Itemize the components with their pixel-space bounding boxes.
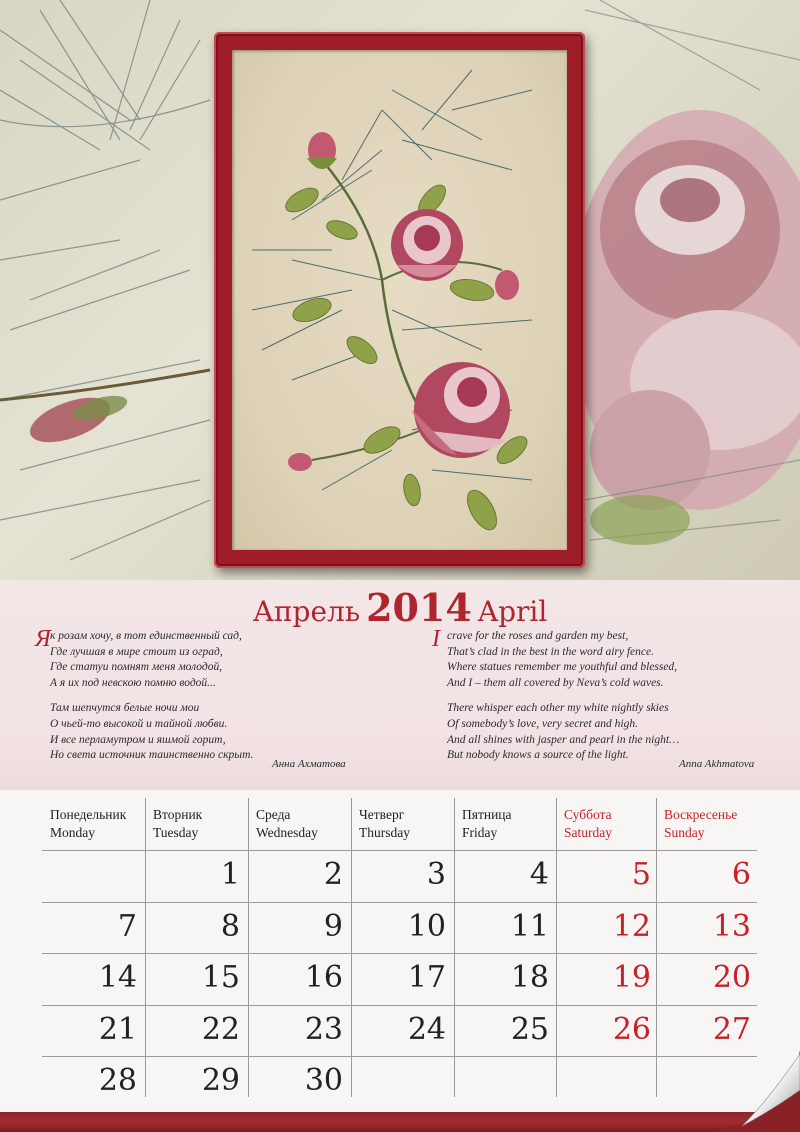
grid-row-line (42, 850, 757, 851)
calendar-day[interactable]: 30 (304, 1063, 343, 1098)
weekday-header-monday (50, 806, 126, 842)
grid-column-line (145, 798, 146, 1097)
calendar-day[interactable]: 23 (304, 1012, 343, 1047)
month-title (0, 585, 800, 630)
weekday-en: Sunday (664, 825, 705, 840)
calendar-day[interactable]: 4 (529, 857, 549, 892)
calendar-day[interactable]: 7 (117, 909, 137, 944)
grid-column-line (248, 798, 249, 1097)
poem-line: That’s clad in the best in the word airy fence. (447, 645, 654, 658)
poem-line: Но света источник таинственно скрыт. (50, 749, 254, 762)
weekday-en: Friday (462, 825, 498, 840)
stanza-gap (50, 691, 253, 701)
rose-embroidery (232, 50, 567, 550)
weekday-header-tuesday (153, 806, 202, 842)
weekday-ru: Вторник (153, 807, 203, 822)
weekday-header-sunday (664, 806, 737, 842)
month-en: April (477, 595, 548, 628)
calendar-day[interactable]: 2 (323, 857, 343, 892)
author-en: Anna Akhmatova (679, 758, 755, 770)
weekday-en: Monday (50, 825, 95, 840)
calendar-day[interactable]: 22 (201, 1012, 240, 1047)
weekday-ru: Воскресенье (664, 807, 738, 822)
calendar-day[interactable]: 3 (426, 857, 446, 892)
calendar-day[interactable]: 21 (98, 1012, 137, 1047)
calendar-day[interactable]: 10 (407, 909, 446, 944)
poem-russian (35, 626, 254, 764)
artwork-frame (214, 32, 585, 568)
weekday-header-friday (462, 806, 512, 842)
calendar-day[interactable]: 15 (201, 960, 240, 995)
weekday-ru: Среда (256, 807, 291, 822)
weekday-en: Thursday (359, 825, 410, 840)
calendar-day[interactable]: 6 (731, 857, 751, 892)
calendar-day[interactable]: 16 (304, 960, 343, 995)
poem-line: Где лучшая в мире стоит из оград, (50, 645, 223, 658)
poem-line: crave for the roses and garden my best, (447, 630, 629, 642)
embroidery-canvas (232, 50, 567, 550)
calendar-day[interactable]: 20 (712, 960, 751, 995)
grid-row-line (42, 1005, 757, 1006)
month-ru: Апрель (252, 595, 361, 628)
poem-line: But nobody knows a source of the light. (447, 749, 629, 762)
calendar-day[interactable]: 27 (712, 1012, 751, 1047)
weekday-en: Saturday (564, 825, 612, 840)
poem-line: к розам хочу, в тот единственный сад, (50, 630, 242, 642)
grid-row-line (42, 953, 757, 954)
drop-cap-ru: Я (35, 626, 51, 652)
grid-column-line (556, 798, 557, 1097)
weekday-header-wednesday (256, 806, 318, 842)
calendar-day[interactable]: 26 (612, 1012, 651, 1047)
calendar-day[interactable]: 24 (407, 1012, 446, 1047)
weekday-ru: Понедельник (50, 807, 127, 822)
poem-english (432, 626, 680, 764)
grid-column-line (656, 798, 657, 1097)
poem-line: И все перламутром и яшмой горит, (50, 733, 226, 746)
calendar-day[interactable]: 17 (407, 960, 446, 995)
weekday-en: Wednesday (256, 825, 318, 840)
weekday-ru: Четверг (359, 807, 405, 822)
calendar-day[interactable]: 14 (98, 960, 137, 995)
year: 2014 (366, 585, 472, 630)
weekday-ru: Пятница (462, 807, 512, 822)
calendar-day[interactable]: 5 (631, 857, 651, 892)
calendar-day[interactable]: 29 (201, 1063, 240, 1098)
grid-row-line (42, 1056, 757, 1057)
stanza-gap (447, 691, 679, 701)
poem-line: Of somebody’s love, very secret and high. (447, 717, 638, 730)
poem-line: And I – them all covered by Neva’s cold waves. (447, 676, 664, 689)
grid-row-line (42, 902, 757, 903)
poem-line: А я их под невскою помню водой... (50, 676, 216, 689)
calendar-day[interactable]: 8 (220, 909, 240, 944)
calendar-day[interactable]: 25 (510, 1012, 549, 1047)
author-ru: Анна Ахматова (272, 758, 346, 770)
drop-cap-en: I (432, 626, 440, 652)
calendar-day[interactable]: 28 (98, 1063, 137, 1098)
grid-column-line (454, 798, 455, 1097)
bottom-fabric-strip (0, 1112, 800, 1132)
poem-line: Где статуи помнят меня молодой, (50, 661, 223, 674)
page-curl-icon (712, 1050, 800, 1132)
weekday-header-thursday (359, 806, 410, 842)
calendar-day[interactable]: 11 (510, 909, 549, 944)
calendar-day[interactable]: 19 (612, 960, 651, 995)
poem-line: And all shines with jasper and pearl in the night… (447, 733, 680, 746)
calendar-day[interactable]: 12 (612, 909, 651, 944)
calendar-day[interactable]: 1 (220, 857, 240, 892)
weekday-en: Tuesday (153, 825, 199, 840)
calendar-day[interactable]: 13 (712, 909, 751, 944)
grid-column-line (351, 798, 352, 1097)
weekday-header-saturday (564, 806, 612, 842)
poem-line: Там шепчутся белые ночи мои (50, 702, 200, 715)
poem-line: There whisper each other my white nightly skies (447, 702, 669, 715)
weekday-ru: Суббота (564, 807, 612, 822)
calendar-day[interactable]: 18 (510, 960, 549, 995)
poem-line: О чьей-то высокой и тайной любви. (50, 717, 228, 730)
poem-line: Where statues remember me youthful and blessed, (447, 661, 678, 674)
calendar-day[interactable]: 9 (323, 909, 343, 944)
